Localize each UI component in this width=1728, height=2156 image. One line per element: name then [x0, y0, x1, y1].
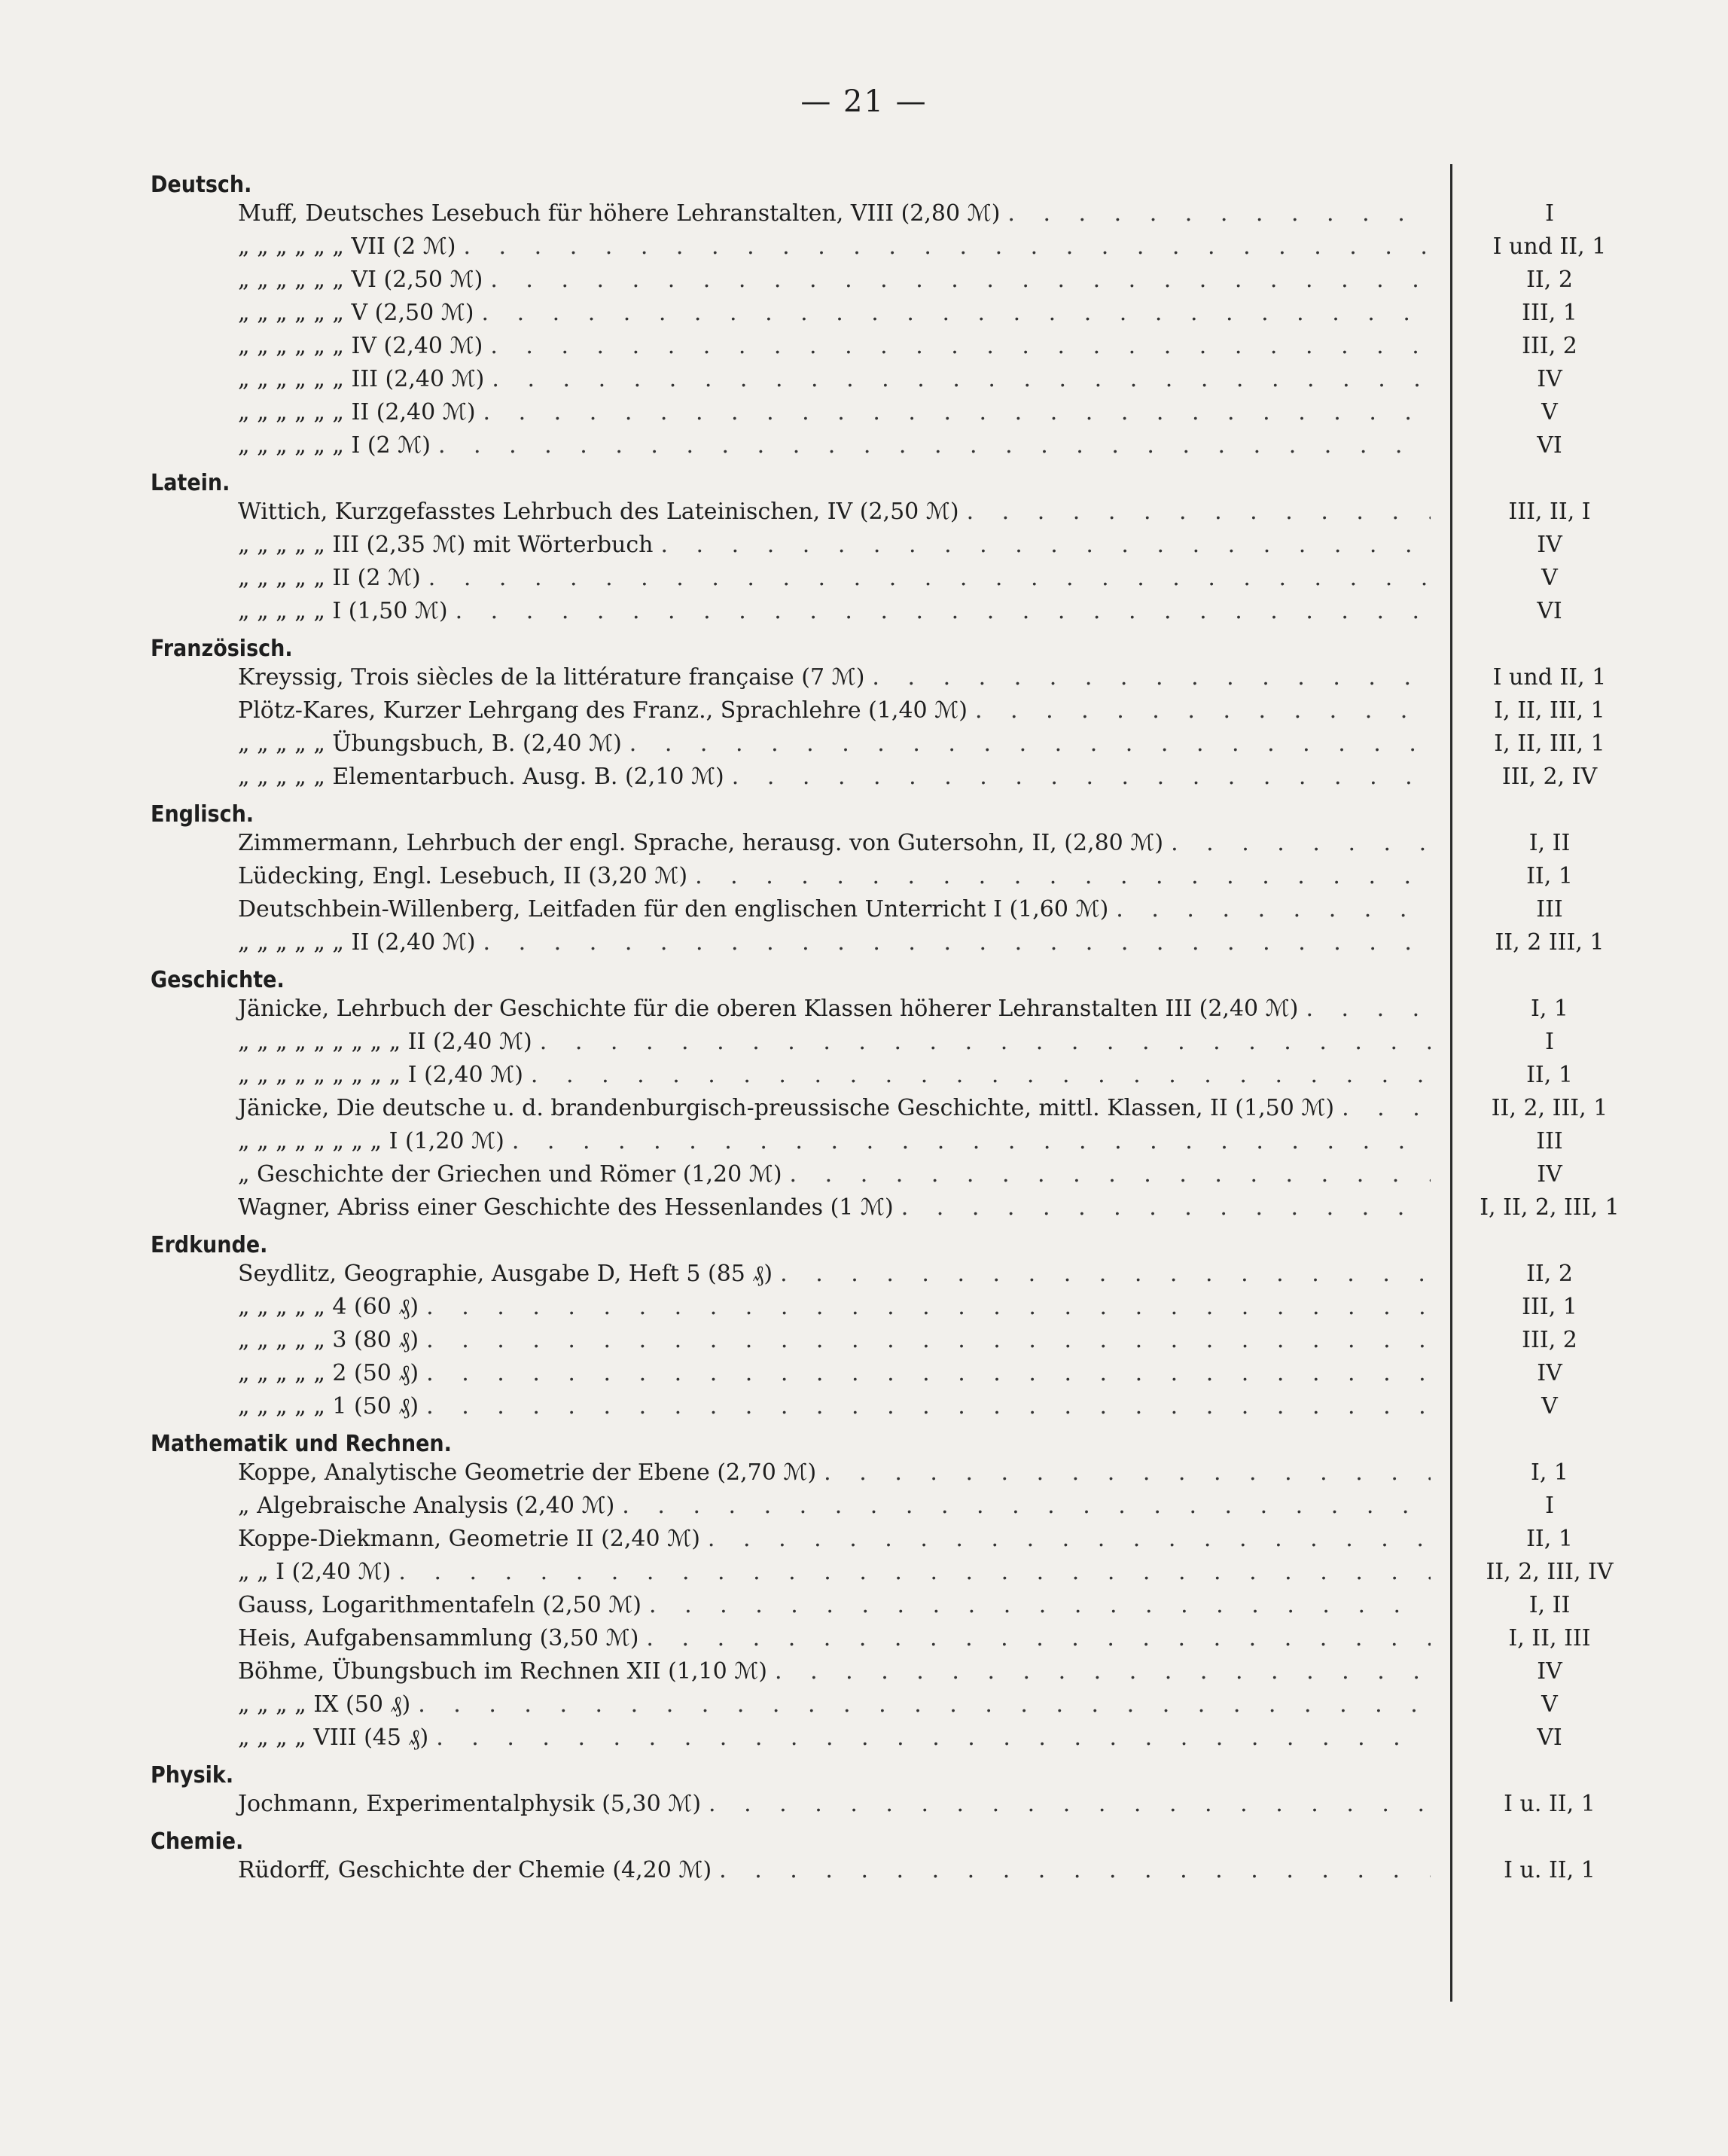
book-title: „ „ „ „ „ 2 (50 ₰): [238, 1360, 419, 1386]
class-levels: II, 1: [1526, 1062, 1573, 1088]
class-levels: IV: [1537, 366, 1562, 392]
dot-leader: [701, 1788, 1431, 1821]
subject-section: [151, 968, 1626, 1224]
book-title: Gauss, Logarithmentafeln (2,50 ℳ): [238, 1592, 642, 1618]
class-levels: III, 2: [1522, 333, 1577, 359]
dot-leader: [448, 595, 1431, 628]
subject-heading: Deutsch.: [151, 172, 252, 198]
class-levels: I u. II, 1: [1504, 1857, 1595, 1883]
book-entry: [151, 1092, 1626, 1125]
book-title: Heis, Aufgabensammlung (3,50 ℳ): [238, 1625, 639, 1651]
class-levels: II, 2: [1526, 1261, 1573, 1287]
class-levels: VI: [1537, 598, 1562, 624]
class-levels: VI: [1537, 1724, 1562, 1751]
book-entry: [151, 1556, 1626, 1589]
book-title: „ „ „ „ „ III (2,35 ℳ) mit Wörterbuch: [238, 532, 654, 558]
dot-leader: [419, 1357, 1431, 1390]
subject-heading: Latein.: [151, 470, 230, 496]
book-entry: [151, 1059, 1626, 1092]
subject-section: [151, 803, 1626, 959]
class-levels: II, 2 III, 1: [1495, 929, 1605, 956]
book-title: Rüdorff, Geschichte der Chemie (4,20 ℳ): [238, 1857, 712, 1883]
class-levels: III, 1: [1522, 300, 1577, 326]
dot-leader: [816, 1456, 1431, 1490]
book-title: „ „ „ „ „ „ „ „ „ I (2,40 ℳ): [238, 1062, 523, 1088]
book-entry: [151, 1191, 1626, 1224]
book-entry: [151, 230, 1626, 264]
class-levels: I, II: [1528, 1592, 1571, 1618]
class-levels: VI: [1537, 432, 1562, 459]
class-levels: III, II, I: [1508, 499, 1591, 525]
dot-leader: [419, 1291, 1431, 1324]
dot-leader: [894, 1191, 1431, 1224]
class-levels: I: [1545, 200, 1554, 227]
book-title: „ Algebraische Analysis (2,40 ℳ): [238, 1493, 615, 1519]
subject-section: [151, 1830, 1626, 1887]
book-title: „ „ „ „ „ Übungsbuch, B. (2,40 ℳ): [238, 730, 622, 757]
book-entry: [151, 1258, 1626, 1291]
book-entry: [151, 827, 1626, 860]
book-entry: [151, 993, 1626, 1026]
dot-leader: [687, 860, 1431, 893]
book-entry: [151, 1490, 1626, 1523]
class-levels: I, II, III: [1508, 1625, 1591, 1651]
class-levels: IV: [1537, 1161, 1562, 1188]
dot-leader: [712, 1854, 1431, 1887]
class-levels: I und II, 1: [1492, 664, 1607, 691]
book-title: Kreyssig, Trois siècles de la littérature française (7 ℳ): [238, 664, 865, 691]
book-title: „ „ „ „ „ 4 (60 ₰): [238, 1294, 419, 1320]
class-levels: III, 1: [1522, 1294, 1577, 1320]
class-levels: III, 2, IV: [1501, 764, 1598, 790]
book-title: „ „ „ „ „ „ „ „ I (1,20 ℳ): [238, 1128, 504, 1154]
dot-leader: [474, 297, 1431, 330]
book-title: „ „ „ „ „ Elementarbuch. Ausg. B. (2,10 ℳ): [238, 764, 724, 790]
book-entry: [151, 661, 1626, 694]
book-entry: [151, 1523, 1626, 1556]
class-levels: I, 1: [1530, 1459, 1568, 1486]
book-entry: [151, 297, 1626, 330]
book-title: „ „ „ „ „ 1 (50 ₰): [238, 1393, 419, 1420]
subject-section: [151, 1432, 1626, 1755]
class-levels: IV: [1537, 532, 1562, 558]
class-levels: V: [1541, 1691, 1558, 1718]
book-entry: [151, 429, 1626, 462]
book-entry: [151, 1456, 1626, 1490]
book-title: „ „ „ „ IX (50 ₰): [238, 1691, 411, 1718]
book-title: Wagner, Abriss einer Geschichte des Hessenlandes (1 ℳ): [238, 1194, 894, 1221]
dot-leader: [864, 661, 1431, 694]
dot-leader: [1298, 993, 1431, 1026]
book-entry: [151, 1357, 1626, 1390]
book-title: Wittich, Kurzgefasstes Lehrbuch des Lateinischen, IV (2,50 ℳ): [238, 499, 959, 525]
dot-leader: [410, 1688, 1431, 1721]
book-entry: [151, 1158, 1626, 1191]
dot-leader: [483, 264, 1431, 297]
subject-heading: Physik.: [151, 1762, 234, 1789]
dot-leader: [614, 1490, 1431, 1523]
book-title: „ „ „ „ „ II (2 ℳ): [238, 565, 421, 591]
dot-leader: [622, 727, 1431, 761]
book-title: Jänicke, Lehrbuch der Geschichte für die oberen Klassen höherer Lehranstalten III (2,40 ℳ): [238, 996, 1299, 1022]
class-levels: V: [1541, 565, 1558, 591]
book-title: Böhme, Übungsbuch im Rechnen XII (1,10 ℳ): [238, 1658, 768, 1685]
class-levels: II, 2, III, IV: [1486, 1559, 1614, 1585]
class-levels: I und II, 1: [1492, 233, 1607, 260]
book-entry: [151, 1026, 1626, 1059]
subject-heading: Erdkunde.: [151, 1232, 268, 1258]
class-levels: II, 1: [1526, 1526, 1573, 1552]
book-entry: [151, 1854, 1626, 1887]
class-levels: I, 1: [1530, 996, 1568, 1022]
dot-leader: [724, 761, 1431, 794]
subject-section: [151, 471, 1626, 628]
book-entry: [151, 1622, 1626, 1655]
dot-leader: [421, 562, 1431, 595]
book-title: „ „ „ „ „ „ III (2,40 ℳ): [238, 366, 485, 392]
book-title: Zimmermann, Lehrbuch der engl. Sprache, herausg. von Gutersohn, II, (2,80 ℳ): [238, 830, 1164, 856]
book-title: „ „ „ „ „ „ VI (2,50 ℳ): [238, 267, 483, 293]
class-levels: IV: [1537, 1658, 1562, 1685]
book-entry: [151, 1589, 1626, 1622]
dot-leader: [504, 1125, 1431, 1158]
class-levels: I: [1545, 1029, 1554, 1055]
class-levels: III: [1536, 1128, 1563, 1154]
book-title: Muff, Deutsches Lesebuch für höhere Lehranstalten, VIII (2,80 ℳ): [238, 200, 1001, 227]
book-title: „ „ „ „ VIII (45 ₰): [238, 1724, 429, 1751]
book-entry: [151, 1291, 1626, 1324]
book-entry: [151, 562, 1626, 595]
book-title: Lüdecking, Engl. Lesebuch, II (3,20 ℳ): [238, 863, 688, 889]
class-levels: III, 2: [1522, 1327, 1577, 1353]
book-title: „ „ „ „ „ 3 (80 ₰): [238, 1327, 419, 1353]
book-entry: [151, 1688, 1626, 1721]
dot-leader: [483, 330, 1431, 363]
class-levels: I, II, 2, III, 1: [1480, 1194, 1620, 1221]
dot-leader: [1108, 893, 1431, 926]
dot-leader: [642, 1589, 1431, 1622]
book-title: „ „ „ „ „ „ II (2,40 ℳ): [238, 399, 476, 425]
dot-leader: [456, 230, 1431, 264]
book-title: „ „ „ „ „ „ IV (2,40 ℳ): [238, 333, 483, 359]
book-title: Jochmann, Experimentalphysik (5,30 ℳ): [238, 1791, 702, 1817]
dot-leader: [428, 1721, 1431, 1755]
dot-leader: [700, 1523, 1431, 1556]
class-levels: V: [1541, 1393, 1558, 1420]
book-entry: [151, 1390, 1626, 1423]
book-title: „ „ „ „ „ „ V (2,50 ℳ): [238, 300, 474, 326]
dot-leader: [391, 1556, 1431, 1589]
subject-heading: Chemie.: [151, 1828, 244, 1855]
book-entry: [151, 893, 1626, 926]
class-levels: I, II, III, 1: [1494, 697, 1605, 724]
book-title: Plötz-Kares, Kurzer Lehrgang des Franz., Sprachlehre (1,40 ℳ): [238, 697, 968, 724]
book-title: Koppe-Diekmann, Geometrie II (2,40 ℳ): [238, 1526, 700, 1552]
page-number: — 21 —: [800, 84, 928, 119]
dot-leader: [1000, 197, 1431, 230]
dot-leader: [532, 1026, 1431, 1059]
subject-section: [151, 1234, 1626, 1423]
book-title: Seydlitz, Geographie, Ausgabe D, Heft 5 (85 ₰): [238, 1261, 773, 1287]
book-entry: [151, 264, 1626, 297]
book-title: „ „ „ „ „ „ „ „ „ II (2,40 ℳ): [238, 1029, 532, 1055]
subject-section: [151, 1764, 1626, 1821]
class-levels: II, 2: [1526, 267, 1573, 293]
dot-leader: [476, 396, 1431, 429]
book-entry: [151, 1721, 1626, 1755]
book-title: „ „ „ „ „ „ VII (2 ℳ): [238, 233, 456, 260]
dot-leader: [767, 1655, 1431, 1688]
book-entry: [151, 396, 1626, 429]
book-entry: [151, 1788, 1626, 1821]
dot-leader: [523, 1059, 1431, 1092]
class-levels: I, II: [1528, 830, 1571, 856]
dot-leader: [484, 363, 1431, 396]
book-entry: [151, 197, 1626, 230]
book-title: Jänicke, Die deutsche u. d. brandenburgisch-preussische Geschichte, mittl. Klassen, II (1,50 ℳ): [238, 1095, 1335, 1121]
book-title: „ „ I (2,40 ℳ): [238, 1559, 392, 1585]
class-levels: II, 1: [1526, 863, 1573, 889]
dot-leader: [419, 1324, 1431, 1357]
dot-leader: [782, 1158, 1431, 1191]
book-entry: [151, 727, 1626, 761]
subject-heading: Mathematik und Rechnen.: [151, 1431, 452, 1457]
book-title: „ „ „ „ „ I (1,50 ℳ): [238, 598, 448, 624]
book-entry: [151, 363, 1626, 396]
dot-leader: [638, 1622, 1431, 1655]
book-list: [151, 164, 1626, 1887]
book-title: „ „ „ „ „ „ II (2,40 ℳ): [238, 929, 476, 956]
dot-leader: [773, 1258, 1431, 1291]
book-entry: [151, 761, 1626, 794]
subject-heading: Englisch.: [151, 801, 254, 828]
book-entry: [151, 529, 1626, 562]
dot-leader: [431, 429, 1431, 462]
book-entry: [151, 1655, 1626, 1688]
dot-leader: [959, 496, 1431, 529]
dot-leader: [1163, 827, 1431, 860]
dot-leader: [1334, 1092, 1431, 1125]
subject-heading: Geschichte.: [151, 967, 285, 993]
book-entry: [151, 330, 1626, 363]
book-title: „ „ „ „ „ „ I (2 ℳ): [238, 432, 431, 459]
subject-section: [151, 637, 1626, 794]
subject-section: [151, 173, 1626, 462]
class-levels: I u. II, 1: [1504, 1791, 1595, 1817]
book-entry: [151, 595, 1626, 628]
dot-leader: [653, 529, 1431, 562]
book-title: Koppe, Analytische Geometrie der Ebene (2,70 ℳ): [238, 1459, 817, 1486]
book-entry: [151, 926, 1626, 959]
dot-leader: [476, 926, 1431, 959]
class-levels: I: [1545, 1493, 1554, 1519]
book-title: Deutschbein-Willenberg, Leitfaden für den englischen Unterricht I (1,60 ℳ): [238, 896, 1109, 922]
book-entry: [151, 860, 1626, 893]
class-levels: IV: [1537, 1360, 1562, 1386]
class-levels: V: [1541, 399, 1558, 425]
book-entry: [151, 1125, 1626, 1158]
book-entry: [151, 1324, 1626, 1357]
class-levels: I, II, III, 1: [1494, 730, 1605, 757]
subject-heading: Französisch.: [151, 636, 293, 662]
book-title: „ Geschichte der Griechen und Römer (1,20 ℳ): [238, 1161, 782, 1188]
book-entry: [151, 496, 1626, 529]
dot-leader: [968, 694, 1431, 727]
class-levels: III: [1536, 896, 1563, 922]
book-entry: [151, 694, 1626, 727]
class-levels: II, 2, III, 1: [1491, 1095, 1608, 1121]
dot-leader: [419, 1390, 1431, 1423]
